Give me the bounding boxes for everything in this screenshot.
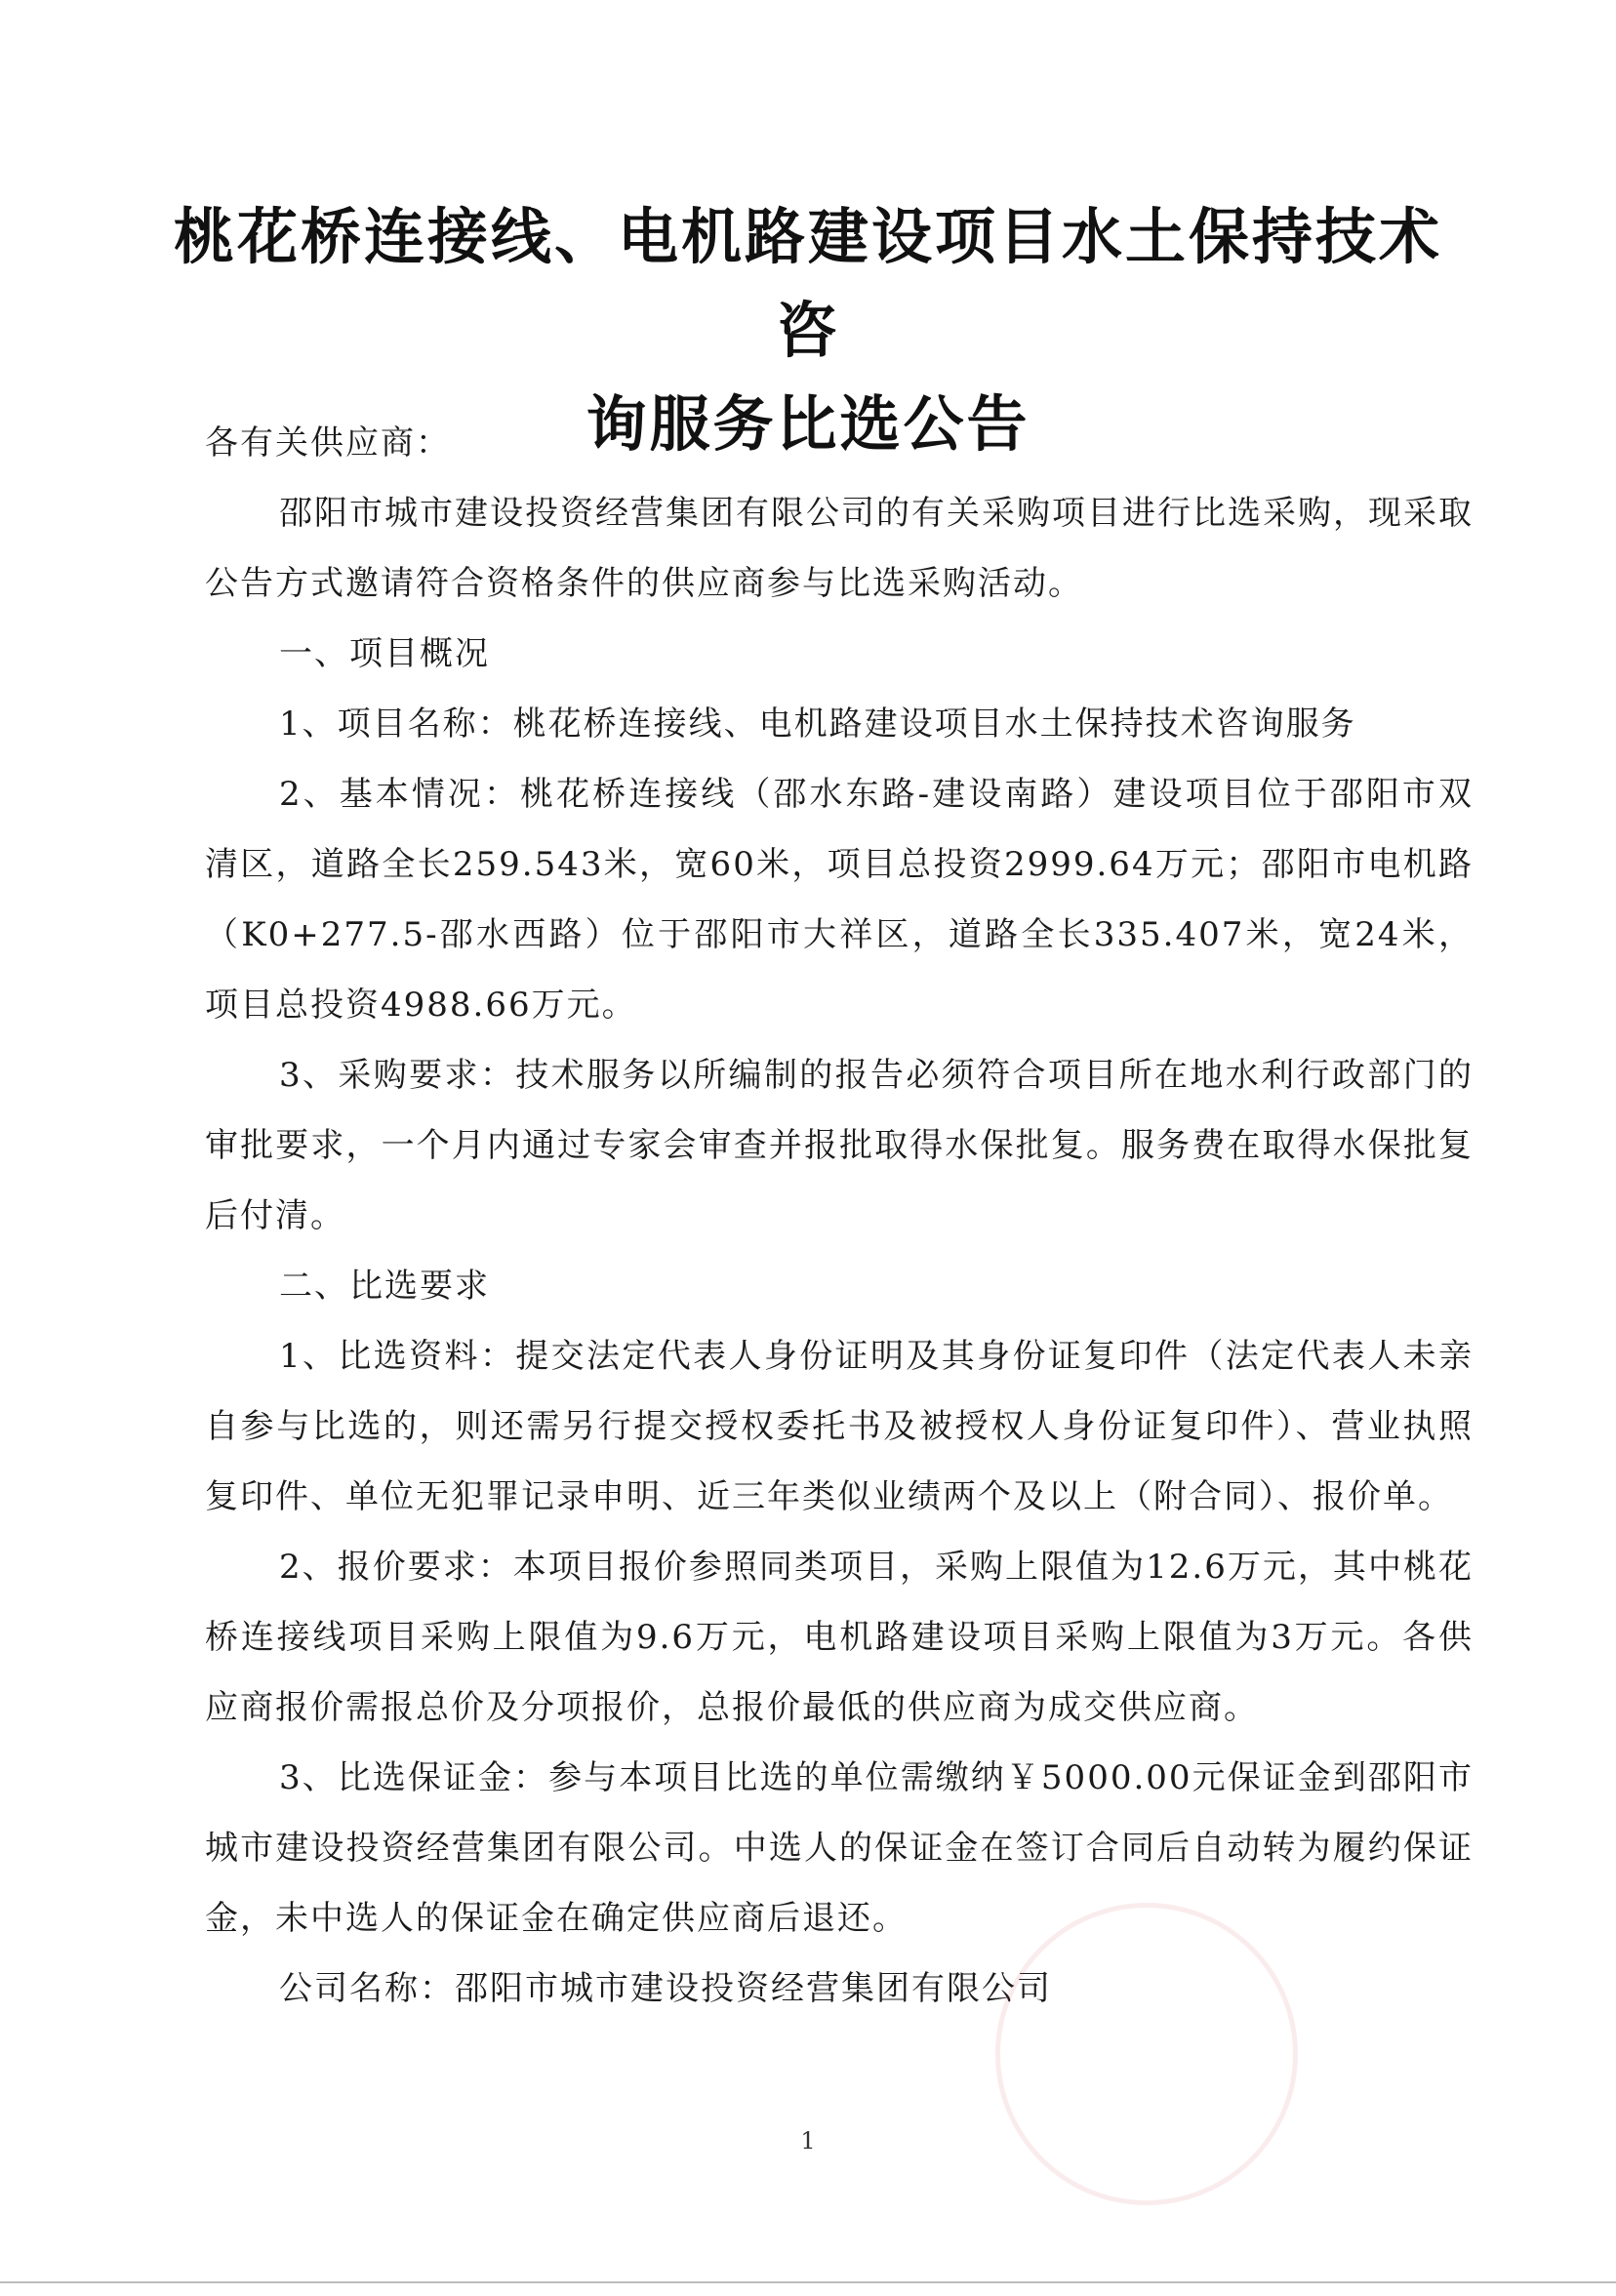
- quotation-item: 2、报价要求：本项目报价参照同类项目，采购上限值为12.6万元，其中桃花桥连接线项目采购上限值为9.6万元，电机路建设项目采购上限值为3万元。各供应商报价需报总价及分项报价，总报价最低的供应商为成交供应商。: [205, 1548, 1474, 1727]
- basic-info-item: 2、基本情况：桃花桥连接线（邵水东路-建设南路）建设项目位于邵阳市双清区，道路全长259.543米，宽60米，项目总投资2999.64万元；邵阳市电机路（K0+277.5-邵水西路）位于邵阳市大祥区，道路全长335.407米，宽24米，项目总投资4988.66万元。: [205, 775, 1474, 1025]
- deposit-item: 3、比选保证金：参与本项目比选的单位需缴纳￥5000.00元保证金到邵阳市城市建设投资经营集团有限公司。中选人的保证金在签订合同后自动转为履约保证金，未中选人的保证金在确定供应商后退还。: [205, 1758, 1474, 1938]
- page-number: 1: [800, 2127, 816, 2155]
- title-line-2: 询服务比选公告: [586, 388, 1030, 460]
- procurement-requirement-item: 3、采购要求：技术服务以所编制的报告必须符合项目所在地水利行政部门的审批要求，一个月内通过专家会审查并报批取得水保批复。服务费在取得水保批复后付清。: [205, 1056, 1474, 1235]
- project-name-item: 1、项目名称：桃花桥连接线、电机路建设项目水土保持技术咨询服务: [279, 705, 1356, 744]
- intro-paragraph: 邵阳市城市建设投资经营集团有限公司的有关采购项目进行比选采购，现采取公告方式邀请符合资格条件的供应商参与比选采购活动。: [205, 494, 1474, 603]
- title-line-1: 桃花桥连接线、电机路建设项目水土保持技术咨: [173, 201, 1442, 366]
- faded-seal-stamp: [995, 1903, 1298, 2205]
- section-2-heading: 二、比选要求: [279, 1267, 490, 1306]
- company-name-line: 公司名称：邵阳市城市建设投资经营集团有限公司: [279, 1969, 1052, 2008]
- document-body: [205, 408, 1474, 2024]
- section-1-heading: 一、项目概况: [279, 634, 490, 673]
- materials-item: 1、比选资料：提交法定代表人身份证明及其身份证复印件（法定代表人未亲自参与比选的，则还需另行提交授权委托书及被授权人身份证复印件）、营业执照复印件、单位无犯罪记录申明、近三年类似业绩两个及以上（附合同）、报价单。: [205, 1337, 1474, 1516]
- salutation: 各有关供应商：: [205, 423, 451, 463]
- bottom-scan-edge: [0, 2281, 1616, 2283]
